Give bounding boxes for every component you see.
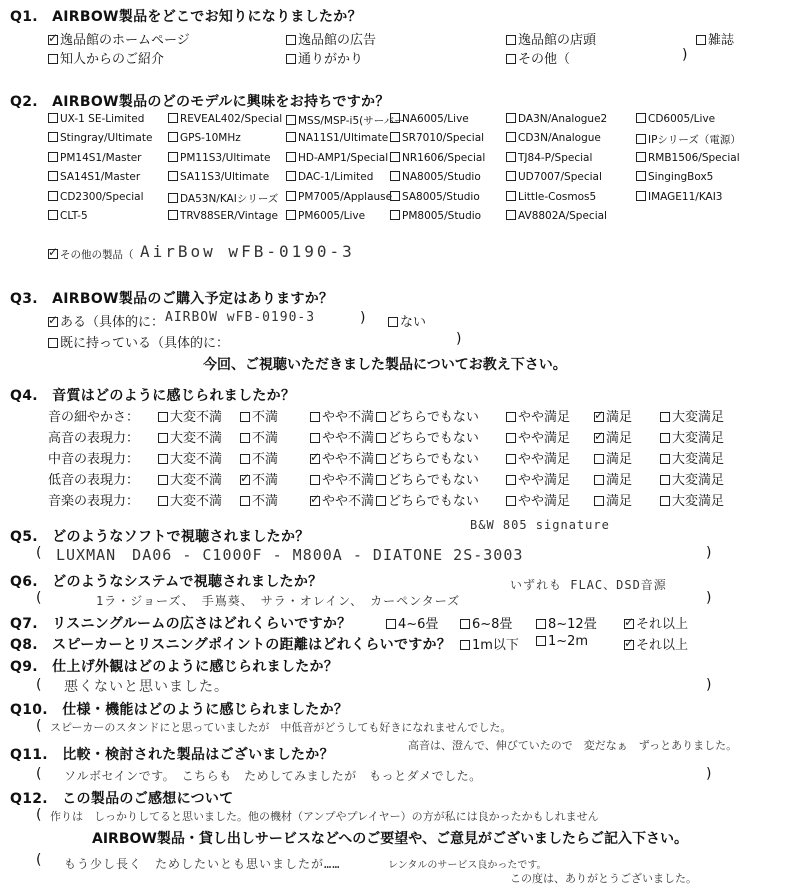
q7-option[interactable]: 6~8畳 xyxy=(460,613,512,632)
q4-rating-option[interactable]: 大変満足 xyxy=(660,406,724,425)
q2-model-option[interactable]: PM11S3/Ultimate xyxy=(168,152,271,164)
q6-answer[interactable]: 1ラ・ジョーズ、 手嶌葵、 サラ・オレイン、 カーペンターズ xyxy=(96,594,461,608)
q4-rating-option[interactable]: 不満 xyxy=(240,490,278,509)
q9-answer[interactable]: 悪くないと思いました。 xyxy=(64,679,229,695)
q4-rating-option[interactable]: 大変不満 xyxy=(158,427,222,446)
q7-option[interactable]: ✓ それ以上 xyxy=(624,613,688,632)
q11-close-paren: ) xyxy=(706,766,712,782)
q1-option-other[interactable]: その他（ xyxy=(506,48,570,67)
q5-close-paren: ) xyxy=(706,545,712,561)
q6-open-paren: ( xyxy=(36,590,42,606)
q4-row-label: 音の細やかさ： xyxy=(48,410,140,425)
q2-model-option[interactable]: CD2300/Special xyxy=(48,191,144,203)
q1-option-ad[interactable]: 逸品館の広告 xyxy=(286,29,376,48)
q4-rating-option[interactable]: 大変不満 xyxy=(158,490,222,509)
q1-title: Q1. AIRBOW製品をどこでお知りになりましたか？ xyxy=(10,9,362,25)
q8-title: Q8. スピーカーとリスニングポイントの距離はどれくらいですか？ xyxy=(10,637,452,653)
q9-title: Q9. 仕上げ外観はどのように感じられましたか？ xyxy=(10,659,339,675)
q2-model-option[interactable]: SR7010/Special xyxy=(390,132,484,144)
footer-title: AIRBOW製品・貸し出しサービスなどへのご要望や、ご意見がございましたらご記入下さい。 xyxy=(92,831,688,847)
q4-rating-option[interactable]: 不満 xyxy=(240,448,278,467)
q12-title: Q12. この製品のご感想について xyxy=(10,791,234,807)
q1-option-magazine[interactable]: 雑誌 xyxy=(696,29,734,48)
q3-close-paren: ) xyxy=(360,310,366,326)
q4-rating-option[interactable]: 不満 xyxy=(240,427,278,446)
q4-rating-option[interactable]: どちらでもない xyxy=(376,427,479,446)
q10-answer-line2[interactable]: 高音は、澄んで、伸びていたので 変だなぁ ずっとありました。 xyxy=(408,739,738,752)
footer-note-2: この度は、ありがとうございました。 xyxy=(510,872,697,885)
q2-model-option[interactable]: TRV88SER/Vintage xyxy=(168,210,278,222)
q4-rating-option[interactable]: 大変満足 xyxy=(660,469,724,488)
footer-answer[interactable]: もう少し長く ためしたいとも思いましたが…… xyxy=(64,857,341,871)
q2-model-option[interactable]: Stingray/Ultimate xyxy=(48,132,152,144)
q12-open-paren: ( xyxy=(36,807,42,823)
q2-model-option[interactable]: PM14S1/Master xyxy=(48,152,142,164)
q4-rating-option[interactable]: ✓ 満足 xyxy=(594,427,632,446)
q4-rating-option[interactable]: 大変不満 xyxy=(158,448,222,467)
q11-open-paren: ( xyxy=(36,766,42,782)
checkbox[interactable] xyxy=(48,35,58,45)
q3-option-no[interactable]: ない xyxy=(388,311,426,330)
q2-model-option[interactable]: DA53N/KAIシリーズ xyxy=(168,191,278,206)
q2-model-option[interactable]: AV8802A/Special xyxy=(506,210,607,222)
q4-rating-option[interactable]: ✓ やや不満 xyxy=(310,490,374,509)
q4-rating-option[interactable]: やや満足 xyxy=(506,469,570,488)
q4-rating-option[interactable]: やや満足 xyxy=(506,490,570,509)
q2-other-value[interactable]: AirBow wFB-0190-3 xyxy=(140,242,355,261)
q2-model-option[interactable]: NR1606/Special xyxy=(390,152,485,164)
q2-model-option[interactable]: SingingBox5 xyxy=(636,171,713,183)
q5-title: Q5. どのようなソフトで視聴されましたか？ xyxy=(10,529,310,545)
q7-title: Q7. リスニングルームの広さはどれくらいですか？ xyxy=(10,616,352,632)
q2-model-option[interactable]: NA11S1/Ultimate xyxy=(286,132,388,144)
q7-option[interactable]: 4~6畳 xyxy=(386,613,438,632)
q4-rating-option[interactable]: やや満足 xyxy=(506,406,570,425)
q2-model-option[interactable]: Little-Cosmos5 xyxy=(506,191,596,203)
q2-model-option[interactable]: MSS/MSP-i5(サーバー xyxy=(286,113,405,128)
q2-model-option[interactable]: PM8005/Studio xyxy=(390,210,481,222)
q11-answer[interactable]: ソルボセインです。 こちらも ためしてみましたが もっとダメでした。 xyxy=(64,769,482,783)
q10-open-paren: ( xyxy=(36,718,42,734)
q4-rating-option[interactable]: 満足 xyxy=(594,490,632,509)
q1-option-passing[interactable]: 通りがかり xyxy=(286,48,363,67)
q8-option[interactable]: 1~2m xyxy=(536,634,588,649)
q5-answer[interactable]: LUXMAN DA06 - C1000F - M800A - DIATONE 2S-3003 xyxy=(56,546,524,564)
q4-rating-option[interactable]: 満足 xyxy=(594,469,632,488)
q5-open-paren: ( xyxy=(36,545,42,561)
q3-title: Q3. AIRBOW製品のご購入予定はありますか？ xyxy=(10,291,334,307)
q6-close-paren: ) xyxy=(706,590,712,606)
q4-title: Q4. 音質はどのように感じられましたか？ xyxy=(10,388,296,404)
q4-rating-option[interactable]: ✓ 不満 xyxy=(240,469,278,488)
q4-row-label: 中音の表現力： xyxy=(48,452,140,467)
q1-close-paren: ) xyxy=(682,47,688,63)
q3-option-yes[interactable]: ✓ある（具体的に： xyxy=(48,311,164,330)
q4-rating-option[interactable]: ✓ 満足 xyxy=(594,406,632,425)
q2-model-option[interactable]: TJ84-P/Special xyxy=(506,152,592,164)
q2-model-option[interactable]: UX-1 SE-Limited xyxy=(48,113,144,125)
q4-rating-option[interactable]: やや不満 xyxy=(310,469,374,488)
q4-rating-option[interactable]: やや不満 xyxy=(310,427,374,446)
q8-option[interactable]: 1m以下 xyxy=(460,634,519,653)
q4-rating-option[interactable]: 不満 xyxy=(240,406,278,425)
q4-rating-option[interactable]: 大変不満 xyxy=(158,469,222,488)
q7-option[interactable]: 8~12畳 xyxy=(536,613,597,632)
q4-rating-option[interactable]: やや満足 xyxy=(506,448,570,467)
q2-model-option[interactable]: DA3N/Analogue2 xyxy=(506,113,607,125)
q4-rating-option[interactable]: どちらでもない xyxy=(376,490,479,509)
q4-rating-option[interactable]: やや満足 xyxy=(506,427,570,446)
q2-model-option[interactable]: SA11S3/Ultimate xyxy=(168,171,269,183)
q2-model-option[interactable]: PM6005/Live xyxy=(286,210,365,222)
q2-model-option[interactable]: RMB1506/Special xyxy=(636,152,740,164)
q4-row-label: 低音の表現力： xyxy=(48,473,140,488)
q11-title: Q11. 比較・検討された製品はございましたか？ xyxy=(10,747,334,763)
q1-option-store[interactable]: 逸品館の店頭 xyxy=(506,29,596,48)
q2-model-option[interactable]: REVEAL402/Special xyxy=(168,113,282,125)
q4-rating-option[interactable]: どちらでもない xyxy=(376,448,479,467)
q2-model-option[interactable]: SA14S1/Master xyxy=(48,171,140,183)
q4-rating-option[interactable]: やや不満 xyxy=(310,406,374,425)
q3-yes-value[interactable]: AIRBOW wFB-0190-3 xyxy=(165,310,316,325)
q4-rating-option[interactable]: 大変満足 xyxy=(660,490,724,509)
q4-rating-option[interactable]: どちらでもない xyxy=(376,406,479,425)
q3-have-close-paren: ) xyxy=(456,331,462,347)
q4-rating-option[interactable]: 大変満足 xyxy=(660,427,724,446)
footer-note-1: レンタルのサービス良かったです。 xyxy=(388,860,547,871)
q10-title: Q10. 仕様・機能はどのように感じられましたか？ xyxy=(10,702,349,718)
q2-other-label[interactable]: ✓その他の製品（ xyxy=(48,247,134,262)
q2-model-option[interactable]: IMAGE11/KAI3 xyxy=(636,191,722,203)
q2-model-option[interactable]: SA8005/Studio xyxy=(390,191,480,203)
q3-option-have[interactable]: 既に持っている（具体的に： xyxy=(48,332,229,351)
q9-open-paren: ( xyxy=(36,677,42,693)
q9-close-paren: ) xyxy=(706,677,712,693)
q2-model-option[interactable]: IPシリーズ（電源） xyxy=(636,132,741,147)
q2-title: Q2. AIRBOW製品のどのモデルに興味をお持ちですか？ xyxy=(10,94,390,110)
q4-rating-option[interactable]: 満足 xyxy=(594,448,632,467)
footer-open-paren: ( xyxy=(36,852,42,868)
q6-note: いずれも FLAC、DSD音源 xyxy=(510,578,667,592)
q4-rating-option[interactable]: ✓ やや不満 xyxy=(310,448,374,467)
q12-answer[interactable]: 作りは しっかりしてると思いました。他の機材（アンプやプレイヤー）の方が私には良かったかもしれません xyxy=(50,810,599,823)
section-intro: 今回、ご視聴いただきました製品についてお教え下さい。 xyxy=(203,357,567,373)
q6-title: Q6. どのようなシステムで視聴されましたか？ xyxy=(10,574,323,590)
q4-rating-option[interactable]: 大変満足 xyxy=(660,448,724,467)
q2-model-option[interactable]: CD6005/Live xyxy=(636,113,715,125)
q2-model-option[interactable]: NA8005/Studio xyxy=(390,171,481,183)
q2-model-option[interactable]: HD-AMP1/Special xyxy=(286,152,388,164)
q1-option-friend[interactable]: 知人からのご紹介 xyxy=(48,48,164,67)
q2-model-option[interactable]: NA6005/Live xyxy=(390,113,469,125)
q2-model-option[interactable]: UD7007/Special xyxy=(506,171,602,183)
q1-option-homepage[interactable]: ✓逸品館のホームページ xyxy=(48,29,190,48)
q5-note: B&W 805 signature xyxy=(470,518,610,532)
q2-model-option[interactable]: PM7005/Applause xyxy=(286,191,392,203)
q4-row-label: 音楽の表現力： xyxy=(48,494,140,509)
q10-answer[interactable]: スピーカーのスタンドにと思っていましたが 中低音がどうしても好きになれませんでした。 xyxy=(50,721,512,734)
q4-row-label: 高音の表現力： xyxy=(48,431,140,446)
q2-model-option[interactable]: DAC-1/Limited xyxy=(286,171,373,183)
q2-model-option[interactable]: GPS-10MHz xyxy=(168,132,241,144)
q4-rating-option[interactable]: どちらでもない xyxy=(376,469,479,488)
q4-rating-option[interactable]: 大変不満 xyxy=(158,406,222,425)
q2-model-option[interactable]: CD3N/Analogue xyxy=(506,132,601,144)
q8-option[interactable]: ✓ それ以上 xyxy=(624,634,688,653)
q2-model-option[interactable]: CLT-5 xyxy=(48,210,88,222)
